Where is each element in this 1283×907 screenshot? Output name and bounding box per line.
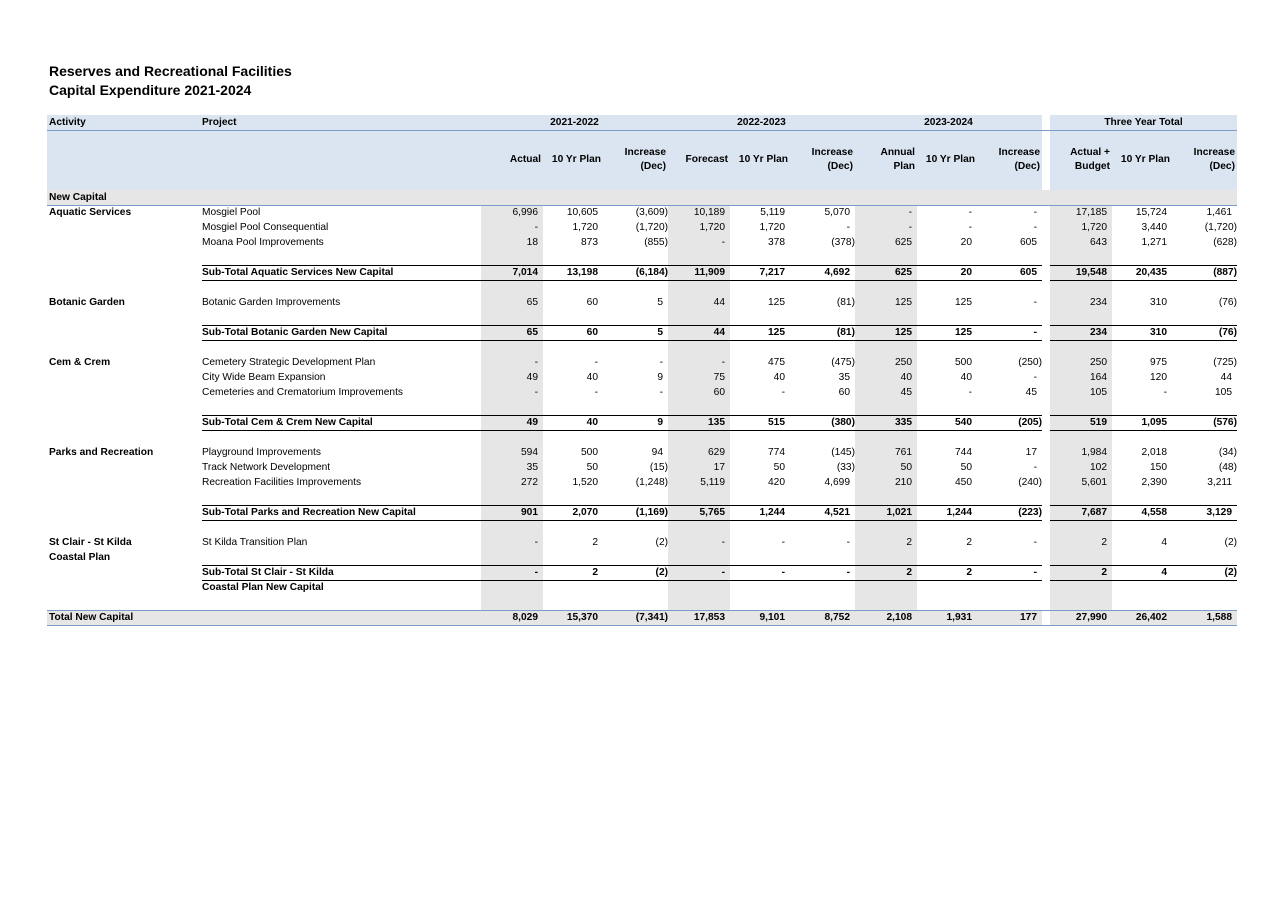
value-cell: - <box>1033 327 1037 338</box>
value-cell: 20 <box>960 267 972 278</box>
header-project: Project <box>202 117 237 128</box>
value-cell: 27,990 <box>1075 612 1107 623</box>
value-cell: 50 <box>773 462 785 473</box>
value-cell: 8,752 <box>824 612 850 623</box>
project-cell: Playground Improvements <box>202 447 321 458</box>
value-cell: (2) <box>655 567 668 578</box>
project-cell: Mosgiel Pool <box>202 207 261 218</box>
value-cell: 643 <box>1090 237 1107 248</box>
table-row <box>47 475 1237 490</box>
value-cell: 1,095 <box>1141 417 1167 428</box>
value-cell: (1,248) <box>635 477 668 488</box>
value-cell: 125 <box>955 297 972 308</box>
subtotal-row <box>47 325 1237 340</box>
value-cell: 49 <box>526 417 538 428</box>
value-cell: 3,440 <box>1141 222 1167 233</box>
value-cell: 975 <box>1150 357 1167 368</box>
value-cell: (48) <box>1218 462 1237 473</box>
value-cell: 60 <box>586 297 598 308</box>
value-cell: 5 <box>657 297 663 308</box>
value-cell: 4,521 <box>824 507 850 518</box>
value-cell: - <box>534 357 538 368</box>
table-row <box>47 205 1237 220</box>
value-cell: - <box>1033 222 1037 233</box>
activity-cell: Coastal Plan <box>49 552 111 563</box>
value-cell: 2 <box>966 537 972 548</box>
value-cell: - <box>1033 462 1037 473</box>
value-cell: 6,996 <box>512 207 538 218</box>
value-cell: 310 <box>1150 297 1167 308</box>
value-cell: - <box>968 222 972 233</box>
value-cell: 1,720 <box>699 222 725 233</box>
table-row <box>47 535 1237 550</box>
value-cell: (250) <box>1018 357 1042 368</box>
value-cell: 125 <box>895 327 912 338</box>
value-cell: - <box>781 387 785 398</box>
value-cell: 19,548 <box>1075 267 1107 278</box>
value-cell: 2 <box>906 567 912 578</box>
value-cell: 475 <box>768 357 785 368</box>
value-cell: 26,402 <box>1135 612 1167 623</box>
value-cell: 1,461 <box>1206 207 1232 218</box>
value-cell: 60 <box>586 327 598 338</box>
value-cell: 761 <box>895 447 912 458</box>
value-cell: (15) <box>649 462 668 473</box>
value-cell: - <box>534 537 538 548</box>
value-cell: 125 <box>768 297 785 308</box>
value-cell: (380) <box>831 417 855 428</box>
value-cell: 5,119 <box>760 207 785 218</box>
value-cell: 40 <box>586 372 598 383</box>
value-cell: (76) <box>1218 327 1237 338</box>
value-cell: 17,853 <box>693 612 725 623</box>
value-cell: 625 <box>895 237 912 248</box>
value-cell: 35 <box>838 372 850 383</box>
column-header <box>1100 153 1170 167</box>
header-year-2022-2023: 2022-2023 <box>737 117 786 128</box>
value-cell: 515 <box>768 417 785 428</box>
project-cell: Cemeteries and Crematorium Improvements <box>202 387 403 398</box>
value-cell: (887) <box>1213 267 1237 278</box>
value-cell: 1,588 <box>1206 612 1232 623</box>
value-cell: (2) <box>655 537 668 548</box>
project-cell: Track Network Development <box>202 462 331 473</box>
activity-cell: Parks and Recreation <box>49 447 154 458</box>
value-cell: 125 <box>955 327 972 338</box>
value-cell: - <box>1033 297 1037 308</box>
value-cell: 250 <box>1090 357 1107 368</box>
value-cell: 2 <box>1101 567 1107 578</box>
table-row <box>47 385 1237 400</box>
column-header-line: Increase <box>811 147 853 158</box>
value-cell: 5,070 <box>824 207 850 218</box>
column-header <box>718 153 788 167</box>
value-cell: (1,169) <box>635 507 668 518</box>
value-cell: - <box>594 387 598 398</box>
value-cell: 250 <box>895 357 912 368</box>
value-cell: (475) <box>831 357 855 368</box>
total-row <box>47 610 1237 625</box>
value-cell: 2 <box>966 567 972 578</box>
value-cell: 3,129 <box>1206 507 1232 518</box>
column-header-line: 10 Yr Plan <box>551 154 601 165</box>
value-cell: 9 <box>657 372 663 383</box>
value-cell: 519 <box>1090 417 1107 428</box>
value-cell: 1,244 <box>759 507 785 518</box>
value-cell: 1,720 <box>572 222 598 233</box>
header-year-2023-2024: 2023-2024 <box>924 117 973 128</box>
value-cell: 50 <box>900 462 912 473</box>
value-cell: 10,605 <box>566 207 598 218</box>
value-cell: - <box>968 207 972 218</box>
column-header <box>970 146 1040 174</box>
value-cell: (855) <box>644 237 668 248</box>
value-cell: 1,931 <box>946 612 972 623</box>
section-label: New Capital <box>49 192 107 203</box>
value-cell: 17 <box>1025 447 1037 458</box>
value-cell: 2 <box>592 537 598 548</box>
value-cell: 625 <box>895 267 912 278</box>
value-cell: - <box>1033 567 1037 578</box>
value-cell: - <box>1033 537 1037 548</box>
value-cell: - <box>659 387 663 398</box>
table-row <box>47 235 1237 250</box>
value-cell: 8,029 <box>512 612 538 623</box>
value-cell: 605 <box>1020 237 1037 248</box>
value-cell: (628) <box>1213 237 1237 248</box>
value-cell: 5,601 <box>1081 477 1107 488</box>
value-cell: 450 <box>955 477 972 488</box>
project-cell: Sub-Total Botanic Garden New Capital <box>202 327 388 338</box>
column-header-line: (Dec) <box>1209 161 1235 172</box>
value-cell: 2 <box>592 567 598 578</box>
value-cell: 120 <box>1150 372 1167 383</box>
value-cell: - <box>846 537 850 548</box>
project-cell: Sub-Total St Clair - St Kilda <box>202 567 334 578</box>
column-header-line: (Dec) <box>640 161 666 172</box>
value-cell: (2) <box>1224 567 1237 578</box>
value-cell: (576) <box>1213 417 1237 428</box>
value-cell: - <box>1033 207 1037 218</box>
value-cell: - <box>659 357 663 368</box>
value-cell: (725) <box>1213 357 1237 368</box>
value-cell: 105 <box>1215 387 1232 398</box>
activity-cell: St Clair - St Kilda <box>49 537 132 548</box>
table-row <box>47 295 1237 310</box>
value-cell: 774 <box>768 447 785 458</box>
value-cell: - <box>908 222 912 233</box>
value-cell: 9,101 <box>759 612 785 623</box>
project-cell: Mosgiel Pool Consequential <box>202 222 329 233</box>
value-cell: 17,185 <box>1075 207 1107 218</box>
value-cell: 177 <box>1020 612 1037 623</box>
project-cell: St Kilda Transition Plan <box>202 537 308 548</box>
value-cell: 3,211 <box>1207 477 1232 488</box>
table-row <box>47 370 1237 385</box>
value-cell: 605 <box>1020 267 1037 278</box>
value-cell: - <box>908 207 912 218</box>
value-cell: 20,435 <box>1135 267 1167 278</box>
table-row <box>47 580 1237 595</box>
value-cell: - <box>534 222 538 233</box>
value-cell: (34) <box>1218 447 1237 458</box>
value-cell: 7,687 <box>1081 507 1107 518</box>
value-cell: 75 <box>713 372 725 383</box>
table-row <box>47 550 1237 565</box>
value-cell: 5,119 <box>700 477 725 488</box>
value-cell: 35 <box>526 462 538 473</box>
project-cell: Botanic Garden Improvements <box>202 297 341 308</box>
value-cell: 40 <box>900 372 912 383</box>
value-cell: 50 <box>960 462 972 473</box>
column-header-line: Increase <box>624 147 666 158</box>
column-header <box>531 153 601 167</box>
value-cell: 20 <box>960 237 972 248</box>
value-cell: 500 <box>581 447 598 458</box>
subtotal-row <box>47 415 1237 430</box>
column-header <box>783 146 853 174</box>
value-cell: 45 <box>900 387 912 398</box>
value-cell: 2,390 <box>1141 477 1167 488</box>
value-cell: 1,021 <box>886 507 912 518</box>
column-header-line: (Dec) <box>827 161 853 172</box>
value-cell: - <box>534 567 538 578</box>
value-cell: 234 <box>1090 297 1107 308</box>
value-cell: - <box>721 237 725 248</box>
value-cell: (378) <box>831 237 855 248</box>
value-cell: 2,108 <box>886 612 912 623</box>
value-cell: 234 <box>1090 327 1107 338</box>
report-title: Reserves and Recreational Facilities <box>49 63 292 79</box>
value-cell: 65 <box>526 327 538 338</box>
column-header-line: Increase <box>998 147 1040 158</box>
value-cell: - <box>846 222 850 233</box>
value-cell: 60 <box>713 387 725 398</box>
value-cell: 135 <box>708 417 725 428</box>
value-cell: 40 <box>586 417 598 428</box>
value-cell: - <box>721 357 725 368</box>
value-cell: (81) <box>836 327 855 338</box>
column-header-line: Actual <box>509 154 541 165</box>
value-cell: - <box>781 567 785 578</box>
header-year-2021-2022: 2021-2022 <box>550 117 599 128</box>
project-cell: Recreation Facilities Improvements <box>202 477 362 488</box>
activity-cell: Aquatic Services <box>49 207 132 218</box>
column-header <box>1165 146 1235 174</box>
value-cell: - <box>1163 387 1167 398</box>
value-cell: 17 <box>713 462 725 473</box>
value-cell: 13,198 <box>566 267 598 278</box>
value-cell: - <box>1033 372 1037 383</box>
value-cell: 594 <box>521 447 538 458</box>
value-cell: 500 <box>955 357 972 368</box>
value-cell: 1,984 <box>1081 447 1107 458</box>
project-cell: City Wide Beam Expansion <box>202 372 326 383</box>
project-cell: Coastal Plan New Capital <box>202 582 324 593</box>
activity-cell: Cem & Crem <box>49 357 111 368</box>
value-cell: 4 <box>1161 537 1167 548</box>
table-row <box>47 220 1237 235</box>
value-cell: - <box>721 567 725 578</box>
value-cell: 5,765 <box>699 507 725 518</box>
value-cell: 164 <box>1090 372 1107 383</box>
column-header-line: 10 Yr Plan <box>1120 154 1170 165</box>
value-cell: 1,271 <box>1141 237 1167 248</box>
value-cell: 2,070 <box>572 507 598 518</box>
value-cell: 150 <box>1150 462 1167 473</box>
value-cell: 1,720 <box>1081 222 1107 233</box>
value-cell: - <box>534 387 538 398</box>
value-cell: - <box>968 387 972 398</box>
value-cell: - <box>721 537 725 548</box>
value-cell: (6,184) <box>635 267 668 278</box>
project-cell: Sub-Total Cem & Crem New Capital <box>202 417 373 428</box>
value-cell: 540 <box>955 417 972 428</box>
value-cell: (7,341) <box>635 612 668 623</box>
column-header-line: Actual + <box>1070 147 1110 158</box>
subtotal-row <box>47 565 1237 580</box>
column-header-line: 10 Yr Plan <box>738 154 788 165</box>
value-cell: 40 <box>960 372 972 383</box>
value-cell: 49 <box>526 372 538 383</box>
value-cell: 50 <box>586 462 598 473</box>
column-header-line: (Dec) <box>1014 161 1040 172</box>
value-cell: (1,720) <box>1204 222 1237 233</box>
value-cell: - <box>781 537 785 548</box>
subtotal-row <box>47 505 1237 520</box>
activity-cell: Total New Capital <box>49 612 134 623</box>
value-cell: 11,909 <box>694 267 725 278</box>
value-cell: 40 <box>773 372 785 383</box>
value-cell: 94 <box>651 447 663 458</box>
value-cell: 5 <box>657 327 663 338</box>
value-cell: 2 <box>1101 537 1107 548</box>
value-cell: 65 <box>526 297 538 308</box>
value-cell: 105 <box>1090 387 1107 398</box>
value-cell: 7,217 <box>759 267 785 278</box>
value-cell: (76) <box>1218 297 1237 308</box>
value-cell: 2,018 <box>1141 447 1167 458</box>
value-cell: 15,370 <box>566 612 598 623</box>
column-header-line: 10 Yr Plan <box>925 154 975 165</box>
value-cell: 60 <box>838 387 850 398</box>
value-cell: 210 <box>895 477 912 488</box>
value-cell: 1,520 <box>572 477 598 488</box>
value-cell: - <box>846 567 850 578</box>
value-cell: 125 <box>768 327 785 338</box>
column-header-line: Increase <box>1193 147 1235 158</box>
value-cell: 4,699 <box>824 477 850 488</box>
value-cell: (205) <box>1018 417 1042 428</box>
value-cell: 901 <box>521 507 538 518</box>
value-cell: 272 <box>521 477 538 488</box>
value-cell: 873 <box>581 237 598 248</box>
value-cell: 1,720 <box>759 222 785 233</box>
value-cell: 1,244 <box>946 507 972 518</box>
activity-cell: Botanic Garden <box>49 297 125 308</box>
value-cell: 125 <box>895 297 912 308</box>
value-cell: 335 <box>895 417 912 428</box>
value-cell: 44 <box>1220 372 1232 383</box>
value-cell: 744 <box>955 447 972 458</box>
value-cell: 15,724 <box>1135 207 1167 218</box>
column-header-line: Annual <box>880 147 915 158</box>
value-cell: 10,189 <box>693 207 725 218</box>
value-cell: (1,720) <box>635 222 668 233</box>
column-header <box>905 153 975 167</box>
column-header <box>596 146 666 174</box>
value-cell: (81) <box>836 297 855 308</box>
value-cell: 44 <box>713 327 725 338</box>
value-cell: (2) <box>1224 537 1237 548</box>
value-cell: (145) <box>831 447 855 458</box>
project-cell: Moana Pool Improvements <box>202 237 324 248</box>
report-subtitle: Capital Expenditure 2021-2024 <box>49 82 252 98</box>
value-cell: 629 <box>708 447 725 458</box>
project-cell: Sub-Total Aquatic Services New Capital <box>202 267 394 278</box>
value-cell: 7,014 <box>512 267 538 278</box>
table-row <box>47 445 1237 460</box>
value-cell: 4,692 <box>824 267 850 278</box>
value-cell: 44 <box>713 297 725 308</box>
project-cell: Sub-Total Parks and Recreation New Capital <box>202 507 416 518</box>
project-cell: Cemetery Strategic Development Plan <box>202 357 376 368</box>
header-activity: Activity <box>49 117 86 128</box>
value-cell: 4,558 <box>1141 507 1167 518</box>
column-header-line: Plan <box>893 161 915 172</box>
subtotal-row <box>47 265 1237 280</box>
value-cell: (223) <box>1018 507 1042 518</box>
column-header-line: Forecast <box>685 154 728 165</box>
value-cell: (240) <box>1018 477 1042 488</box>
value-cell: 4 <box>1161 567 1167 578</box>
value-cell: 378 <box>768 237 785 248</box>
header-three-year-total: Three Year Total <box>1104 117 1183 128</box>
value-cell: 2 <box>906 537 912 548</box>
value-cell: 9 <box>657 417 663 428</box>
value-cell: 310 <box>1150 327 1167 338</box>
column-header-line: Budget <box>1074 161 1110 172</box>
value-cell: 45 <box>1025 387 1037 398</box>
value-cell: 18 <box>526 237 538 248</box>
value-cell: - <box>594 357 598 368</box>
table-row <box>47 355 1237 370</box>
value-cell: (33) <box>836 462 855 473</box>
value-cell: 102 <box>1090 462 1107 473</box>
value-cell: (3,609) <box>635 207 668 218</box>
value-cell: 420 <box>768 477 785 488</box>
table-row <box>47 460 1237 475</box>
